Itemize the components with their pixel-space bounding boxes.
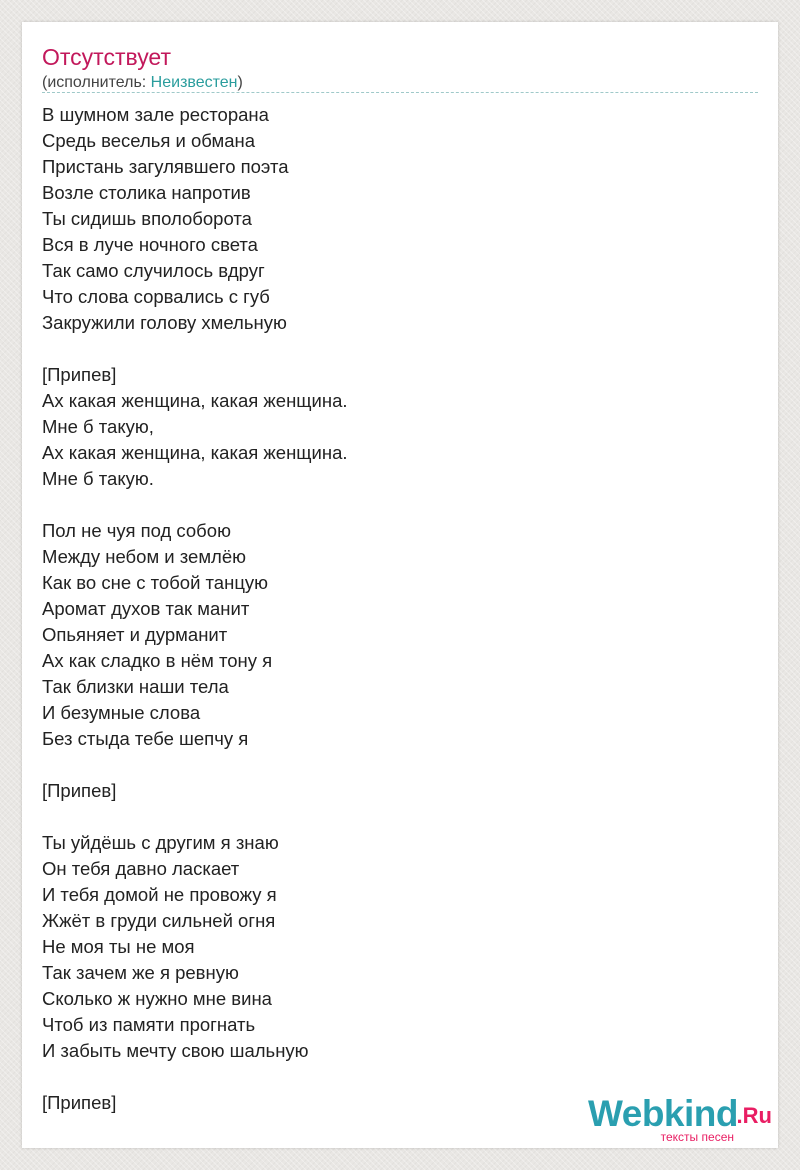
logo-wordmark: Webkind <box>588 1093 738 1134</box>
lyric-line: Сколько ж нужно мне вина <box>42 988 272 1009</box>
lyric-line: Между небом и землёю <box>42 546 247 567</box>
lyric-line: Как во сне с тобой танцую <box>42 572 269 593</box>
stanza-gap <box>42 804 742 830</box>
lyric-line: Он тебя давно ласкает <box>42 858 240 879</box>
lyric-line: И безумные слова <box>42 702 201 723</box>
lyrics-body <box>42 102 742 1116</box>
lyric-line: Опьяняет и дурманит <box>42 624 228 645</box>
logo-subtitle: тексты песен <box>660 1130 734 1144</box>
lyric-line: Пол не чуя под собою <box>42 520 231 541</box>
lyric-line: Средь веселья и обмана <box>42 130 255 151</box>
artist-suffix: ) <box>237 74 243 91</box>
lyric-line: Так само случилось вдруг <box>42 260 265 281</box>
lyric-line: Мне б такую, <box>42 416 154 437</box>
site-logo[interactable] <box>582 1092 772 1148</box>
lyric-line: Так близки наши тела <box>42 676 229 697</box>
stanza-gap <box>42 1064 742 1090</box>
stanza-gap <box>42 336 742 362</box>
lyric-line: Ах какая женщина, какая женщина. <box>42 442 348 463</box>
lyrics-card <box>22 22 778 1148</box>
lyric-line: Чтоб из памяти прогнать <box>42 1014 256 1035</box>
lyric-line: Ты сидишь вполоборота <box>42 208 252 229</box>
lyric-line: Аромат духов так манит <box>42 598 250 619</box>
song-title: Отсутствует <box>42 44 171 70</box>
lyric-line: Закружили голову хмельную <box>42 312 287 333</box>
artist-line <box>42 73 243 93</box>
lyric-line: В шумном зале ресторана <box>42 104 269 125</box>
lyric-line: Не моя ты не моя <box>42 936 195 957</box>
artist-link[interactable]: Неизвестен <box>150 74 238 91</box>
lyric-line: Мне б такую. <box>42 468 154 489</box>
lyric-line: Ах какая женщина, какая женщина. <box>42 390 348 411</box>
lyric-line: И забыть мечту свою шальную <box>42 1040 309 1061</box>
lyric-line: [Припев] <box>42 364 117 385</box>
lyric-line: Жжёт в груди сильней огня <box>42 910 276 931</box>
lyric-line: Вся в луче ночного света <box>42 234 258 255</box>
stanza-gap <box>42 752 742 778</box>
lyric-line: Так зачем же я ревную <box>42 962 239 983</box>
lyric-line: Пристань загулявшего поэта <box>42 156 289 177</box>
lyric-line: Ты уйдёшь с другим я знаю <box>42 832 279 853</box>
lyric-line: Возле столика напротив <box>42 182 251 203</box>
lyric-line: И тебя домой не провожу я <box>42 884 277 905</box>
lyric-line: Без стыда тебе шепчу я <box>42 728 249 749</box>
artist-prefix: (исполнитель: <box>42 74 151 91</box>
lyric-line: [Припев] <box>42 780 117 801</box>
title-divider <box>42 92 758 93</box>
lyric-line: Что слова сорвались с губ <box>42 286 270 307</box>
stanza-gap <box>42 492 742 518</box>
lyric-line: [Припев] <box>42 1092 117 1113</box>
logo-tld: .Ru <box>736 1103 772 1128</box>
lyric-line: Ах как сладко в нём тону я <box>42 650 273 671</box>
